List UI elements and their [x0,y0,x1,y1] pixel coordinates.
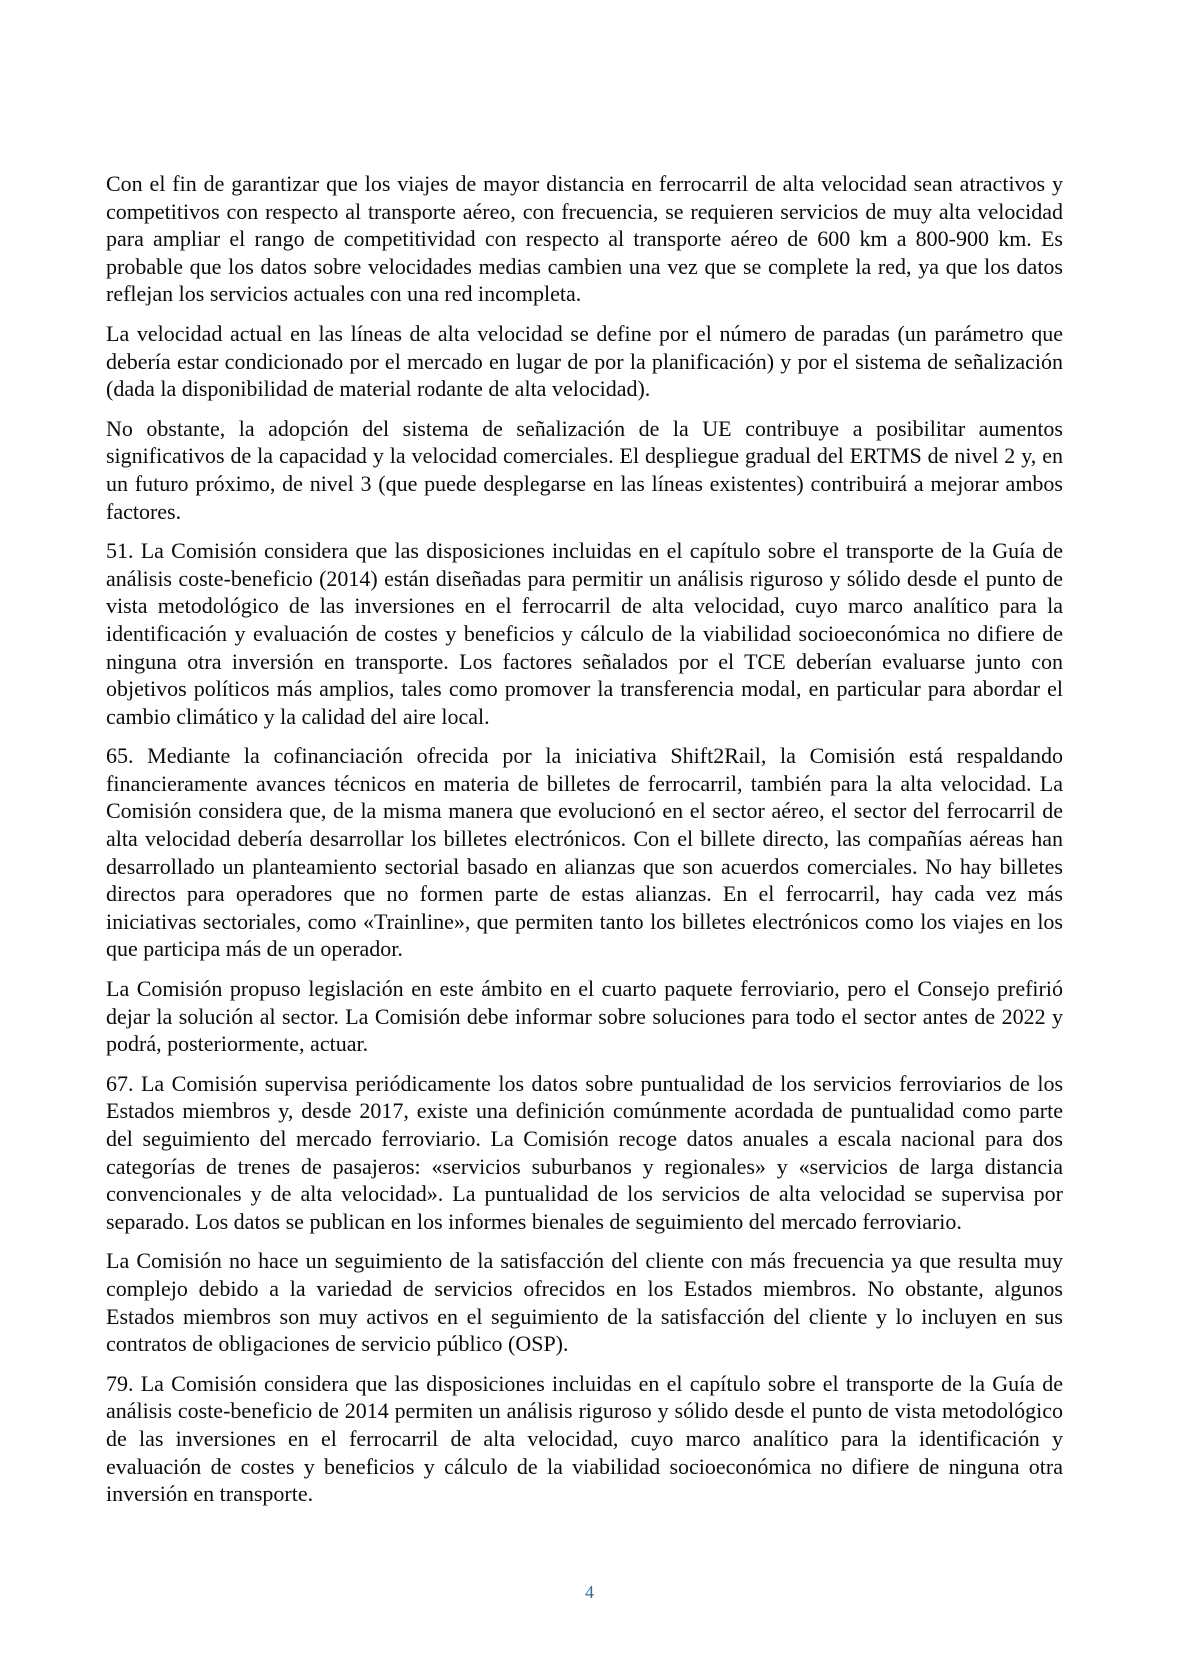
paragraph-2: La velocidad actual en las líneas de alta velocidad se define por el número de paradas (un parámetro que debería estar condicionado por el mercado en lugar de por la planificación) y por el sistema de señalización (dada la disponibilidad de material rodante de alta velocidad). [106,320,1063,402]
paragraph-7: 67. La Comisión supervisa periódicamente los datos sobre puntualidad de los servicios ferroviarios de los Estados miembros y, desde 2017, existe una definición comúnmente acordada de puntualidad como parte del seguimiento del mercado ferroviario. La Comisión recoge datos anuales a escala nacional para dos categorías de trenes de pasajeros: «servicios suburbanos y regionales» y «servicios de larga distancia convencionales y de alta velocidad». La puntualidad de los servicios de alta velocidad se supervisa por separado. Los datos se publican en los informes bienales de seguimiento del mercado ferroviario. [106,1070,1063,1234]
paragraph-4: 51. La Comisión considera que las disposiciones incluidas en el capítulo sobre el transporte de la Guía de análisis coste-beneficio (2014) están diseñadas para permitir un análisis riguroso y sólido desde el punto de vista metodológico de las inversiones en el ferrocarril de alta velocidad, cuyo marco analítico para la identificación y evaluación de costes y beneficios y cálculo de la viabilidad socioeconómica no difiere de ninguna otra inversión en transporte. Los factores señalados por el TCE deberían evaluarse junto con objetivos políticos más amplios, tales como promover la transferencia modal, en particular para abordar el cambio climático y la calidad del aire local. [106,538,1063,729]
paragraph-5: 65. Mediante la cofinanciación ofrecida por la iniciativa Shift2Rail, la Comisión está respaldando financieramente avances técnicos en materia de billetes de ferrocarril, también para la alta velocidad. La Comisión considera que, de la misma manera que evolucionó en el sector aéreo, el sector del ferrocarril de alta velocidad debería desarrollar los billetes electrónicos. Con el billete directo, las compañías aéreas han desarrollado un planteamiento sectorial basado en alianzas que son acuerdos comerciales. No hay billetes directos para operadores que no formen parte de estas alianzas. En el ferrocarril, hay cada vez más iniciativas sectoriales, como «Trainline», que permiten tanto los billetes electrónicos como los viajes en los que participa más de un operador. [106,743,1063,962]
paragraph-3: No obstante, la adopción del sistema de señalización de la UE contribuye a posibilitar aumentos significativos de la capacidad y la velocidad comerciales. El despliegue gradual del ERTMS de nivel 2 y, en un futuro próximo, de nivel 3 (que puede desplegarse en las líneas existentes) contribuirá a mejorar ambos factores. [106,415,1063,524]
paragraph-1: Con el fin de garantizar que los viajes de mayor distancia en ferrocarril de alta velocidad sean atractivos y competitivos con respecto al transporte aéreo, con frecuencia, se requieren servicios de muy alta velocidad para ampliar el rango de competitividad con respecto al transporte aéreo de 600 km a 800-900 km. Es probable que los datos sobre velocidades medias cambien una vez que se complete la red, ya que los datos reflejan los servicios actuales con una red incompleta. [106,171,1063,307]
page-number: 4 [585,1582,594,1602]
paragraph-9: 79. La Comisión considera que las disposiciones incluidas en el capítulo sobre el transporte de la Guía de análisis coste-beneficio de 2014 permiten un análisis riguroso y sólido desde el punto de vista metodológico de las inversiones en el ferrocarril de alta velocidad, cuyo marco analítico para la identificación y evaluación de costes y beneficios y cálculo de la viabilidad socioeconómica no difiere de ninguna otra inversión en transporte. [106,1370,1063,1507]
document-text-body [106,170,1063,1520]
paragraph-8: La Comisión no hace un seguimiento de la satisfacción del cliente con más frecuencia ya que resulta muy complejo debido a la variedad de servicios ofrecidos en los Estados miembros. No obstante, algunos Estados miembros son muy activos en el seguimiento de la satisfacción del cliente y lo incluyen en sus contratos de obligaciones de servicio público (OSP). [106,1248,1063,1357]
paragraph-6: La Comisión propuso legislación en este ámbito en el cuarto paquete ferroviario, pero el Consejo prefirió dejar la solución al sector. La Comisión debe informar sobre soluciones para todo el sector antes de 2022 y podrá, posteriormente, actuar. [106,976,1063,1057]
